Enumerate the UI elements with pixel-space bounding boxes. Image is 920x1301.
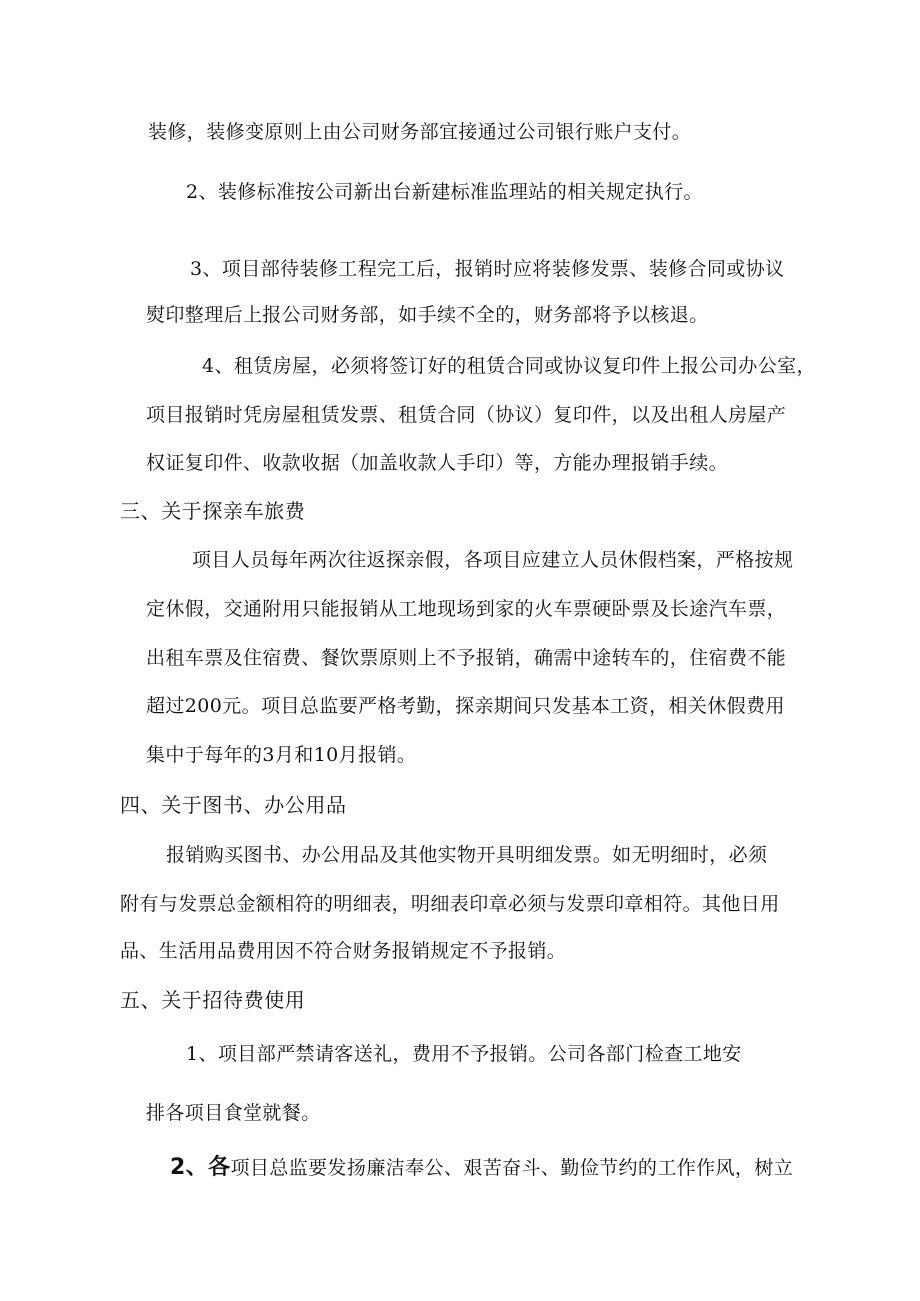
section-heading: 五、关于招待费使用 bbox=[120, 988, 306, 1012]
paragraph-line: 附有与发票总金额相符的明细表，明细表印章必须与发票印章相符。其他日用 bbox=[120, 893, 780, 915]
paragraph-line: 1、项目部严禁请客送礼，费用不予报销。公司各部门检查工地安 bbox=[186, 1043, 742, 1065]
paragraph-line: 超过200元。项目总监要严格考勤，探亲期间只发基本工资，相关休假费用 bbox=[146, 695, 785, 717]
paragraph-line: 报销购买图书、办公用品及其他实物开具明细发票。如无明细时，必须 bbox=[166, 844, 768, 866]
paragraph-line: 项目人员每年两次往返探亲假，各项目应建立人员休假档案，严格按规 bbox=[192, 549, 794, 571]
section-heading: 三、关于探亲车旅费 bbox=[120, 499, 306, 523]
paragraph-line: 权证复印件、收款收据（加盖收款人手印）等，方能办理报销手续。 bbox=[146, 452, 729, 474]
paragraph-line: 排各项目食堂就餐。 bbox=[146, 1102, 321, 1124]
section-heading: 四、关于图书、办公用品 bbox=[120, 793, 347, 817]
paragraph-line: 熨印整理后上报公司财务部，如手续不全的，财务部将予以核退。 bbox=[146, 304, 709, 326]
paragraph-line bbox=[170, 1155, 793, 1181]
paragraph-line: 集中于每年的3月和10月报销。 bbox=[146, 744, 417, 766]
paragraph-line: 品、生活用品费用因不符合财务报销规定不予报销。 bbox=[120, 940, 567, 962]
paragraph-line: 装修，装修变原则上由公司财务部宜接通过公司银行账户支付。 bbox=[148, 121, 692, 143]
paragraph-line: 定休假，交通附用只能报销从工地现场到家的火车票硬卧票及长途汽车票， bbox=[146, 598, 787, 620]
paragraph-line: 3、项目部待装修工程完工后，报销时应将装修发票、装修合同或协议 bbox=[190, 258, 785, 280]
paragraph-line: 项目报销时凭房屋租赁发票、租赁合同（协议）复印件，以及出租人房屋产 bbox=[146, 404, 787, 426]
paragraph-line: 出租车票及住宿费、餐饮票原则上不予报销，确需中途转车的，住宿费不能 bbox=[146, 647, 787, 669]
item-number: 2、各 bbox=[170, 1155, 231, 1180]
paragraph-line: 2、装修标准按公司新出台新建标准监理站的相关规定执行。 bbox=[186, 181, 703, 203]
paragraph-line: 4、租赁房屋，必须将签订好的租赁合同或协议复印件上报公司办公室， bbox=[202, 355, 816, 377]
item-text: 项目总监要发扬廉洁奉公、艰苦奋斗、勤俭节约的工作作风，树立 bbox=[230, 1157, 794, 1179]
